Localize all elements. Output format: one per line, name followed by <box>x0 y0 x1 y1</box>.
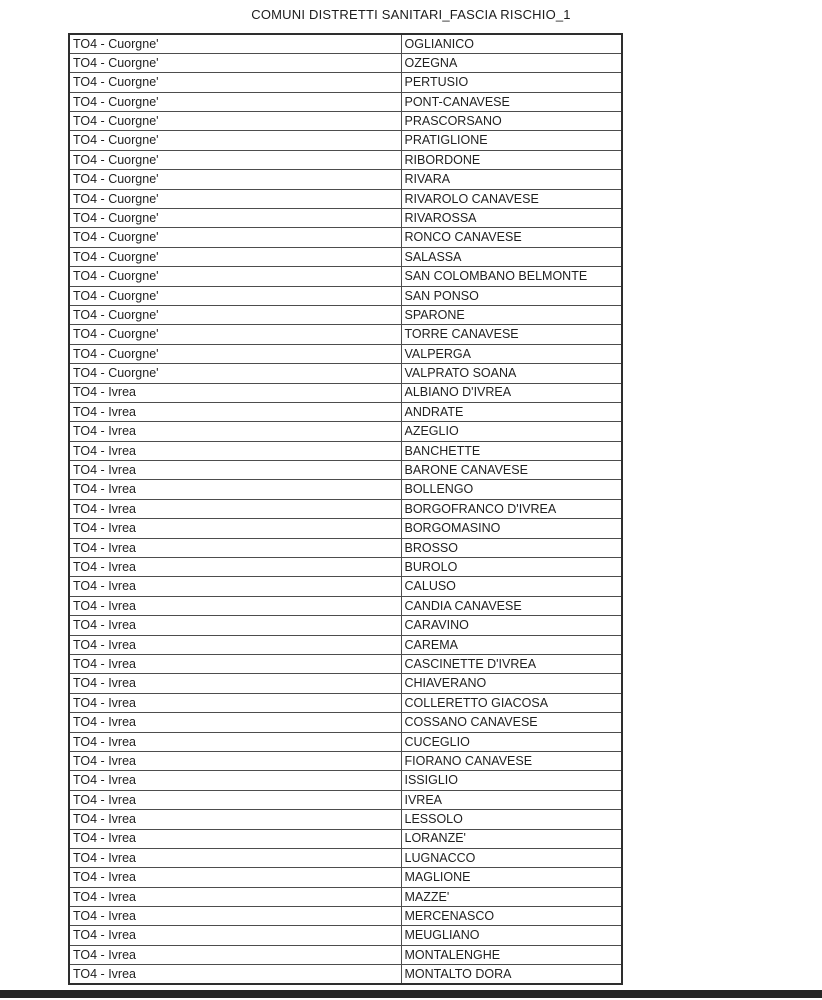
district-cell: TO4 - Cuorgne' <box>69 189 401 208</box>
comune-cell: TORRE CANAVESE <box>401 325 622 344</box>
table-row <box>69 189 622 208</box>
district-cell: TO4 - Ivrea <box>69 441 401 460</box>
table-row <box>69 790 622 809</box>
table-row <box>69 732 622 751</box>
comune-cell: BUROLO <box>401 558 622 577</box>
table-row <box>69 693 622 712</box>
district-cell: TO4 - Cuorgne' <box>69 364 401 383</box>
district-cell: TO4 - Ivrea <box>69 519 401 538</box>
comune-cell: CALUSO <box>401 577 622 596</box>
district-cell: TO4 - Cuorgne' <box>69 53 401 72</box>
table-row <box>69 635 622 654</box>
comune-cell: BORGOMASINO <box>401 519 622 538</box>
comune-cell: RIBORDONE <box>401 150 622 169</box>
district-cell: TO4 - Ivrea <box>69 674 401 693</box>
table-row <box>69 848 622 867</box>
district-cell: TO4 - Ivrea <box>69 771 401 790</box>
district-cell: TO4 - Ivrea <box>69 596 401 615</box>
table-row <box>69 422 622 441</box>
comune-cell: RIVAROSSA <box>401 209 622 228</box>
table-row <box>69 305 622 324</box>
district-cell: TO4 - Ivrea <box>69 402 401 421</box>
district-cell: TO4 - Cuorgne' <box>69 112 401 131</box>
district-cell: TO4 - Ivrea <box>69 538 401 557</box>
comune-cell: RIVARA <box>401 170 622 189</box>
comune-cell: BROSSO <box>401 538 622 557</box>
comune-cell: CARAVINO <box>401 616 622 635</box>
comune-cell: BANCHETTE <box>401 441 622 460</box>
district-cell: TO4 - Cuorgne' <box>69 170 401 189</box>
district-cell: TO4 - Cuorgne' <box>69 150 401 169</box>
district-cell: TO4 - Cuorgne' <box>69 247 401 266</box>
table-row <box>69 364 622 383</box>
comune-cell: OGLIANICO <box>401 34 622 53</box>
comune-cell: BORGOFRANCO D'IVREA <box>401 499 622 518</box>
district-cell: TO4 - Ivrea <box>69 810 401 829</box>
comune-cell: MEUGLIANO <box>401 926 622 945</box>
comuni-table-body <box>69 34 622 984</box>
district-cell: TO4 - Cuorgne' <box>69 286 401 305</box>
table-row <box>69 92 622 111</box>
district-cell: TO4 - Ivrea <box>69 499 401 518</box>
comune-cell: CANDIA CANAVESE <box>401 596 622 615</box>
district-cell: TO4 - Ivrea <box>69 577 401 596</box>
district-cell: TO4 - Cuorgne' <box>69 267 401 286</box>
district-cell: TO4 - Ivrea <box>69 790 401 809</box>
district-cell: TO4 - Ivrea <box>69 655 401 674</box>
district-cell: TO4 - Ivrea <box>69 945 401 964</box>
district-cell: TO4 - Ivrea <box>69 713 401 732</box>
table-row <box>69 810 622 829</box>
comune-cell: PERTUSIO <box>401 73 622 92</box>
comuni-districts-table <box>68 33 623 985</box>
table-row <box>69 383 622 402</box>
table-row <box>69 344 622 363</box>
table-row <box>69 150 622 169</box>
comune-cell: PRATIGLIONE <box>401 131 622 150</box>
table-row <box>69 34 622 53</box>
district-cell: TO4 - Ivrea <box>69 461 401 480</box>
comune-cell: LUGNACCO <box>401 848 622 867</box>
comune-cell: RONCO CANAVESE <box>401 228 622 247</box>
comune-cell: ANDRATE <box>401 402 622 421</box>
district-cell: TO4 - Ivrea <box>69 829 401 848</box>
comune-cell: MONTALENGHE <box>401 945 622 964</box>
comune-cell: VALPERGA <box>401 344 622 363</box>
comune-cell: MAGLIONE <box>401 868 622 887</box>
comune-cell: MAZZE' <box>401 887 622 906</box>
table-row <box>69 112 622 131</box>
district-cell: TO4 - Cuorgne' <box>69 228 401 247</box>
table-row <box>69 655 622 674</box>
district-cell: TO4 - Cuorgne' <box>69 73 401 92</box>
comune-cell: IVREA <box>401 790 622 809</box>
comune-cell: SPARONE <box>401 305 622 324</box>
district-cell: TO4 - Cuorgne' <box>69 92 401 111</box>
comune-cell: VALPRATO SOANA <box>401 364 622 383</box>
table-row <box>69 713 622 732</box>
page-title: COMUNI DISTRETTI SANITARI_FASCIA RISCHIO_1 <box>251 7 571 22</box>
comune-cell: MONTALTO DORA <box>401 965 622 984</box>
table-row <box>69 247 622 266</box>
comune-cell: OZEGNA <box>401 53 622 72</box>
comune-cell: LESSOLO <box>401 810 622 829</box>
district-cell: TO4 - Cuorgne' <box>69 305 401 324</box>
district-cell: TO4 - Ivrea <box>69 383 401 402</box>
table-row <box>69 538 622 557</box>
district-cell: TO4 - Ivrea <box>69 558 401 577</box>
comune-cell: CASCINETTE D'IVREA <box>401 655 622 674</box>
comune-cell: SAN COLOMBANO BELMONTE <box>401 267 622 286</box>
comune-cell: PRASCORSANO <box>401 112 622 131</box>
comune-cell: MERCENASCO <box>401 907 622 926</box>
district-cell: TO4 - Ivrea <box>69 422 401 441</box>
table-row <box>69 596 622 615</box>
comune-cell: COSSANO CANAVESE <box>401 713 622 732</box>
table-row <box>69 325 622 344</box>
district-cell: TO4 - Cuorgne' <box>69 209 401 228</box>
table-row <box>69 228 622 247</box>
table-row <box>69 209 622 228</box>
table-row <box>69 674 622 693</box>
table-row <box>69 887 622 906</box>
table-row <box>69 131 622 150</box>
comune-cell: SAN PONSO <box>401 286 622 305</box>
district-cell: TO4 - Ivrea <box>69 907 401 926</box>
table-row <box>69 751 622 770</box>
comune-cell: CAREMA <box>401 635 622 654</box>
table-row <box>69 577 622 596</box>
table-row <box>69 616 622 635</box>
table-row <box>69 926 622 945</box>
comune-cell: AZEGLIO <box>401 422 622 441</box>
district-cell: TO4 - Ivrea <box>69 965 401 984</box>
comune-cell: CUCEGLIO <box>401 732 622 751</box>
table-row <box>69 558 622 577</box>
table-row <box>69 965 622 984</box>
table-row <box>69 53 622 72</box>
comune-cell: FIORANO CANAVESE <box>401 751 622 770</box>
comune-cell: PONT-CANAVESE <box>401 92 622 111</box>
district-cell: TO4 - Ivrea <box>69 635 401 654</box>
district-cell: TO4 - Ivrea <box>69 887 401 906</box>
comune-cell: ISSIGLIO <box>401 771 622 790</box>
comune-cell: SALASSA <box>401 247 622 266</box>
page-bottom-bar <box>0 990 822 998</box>
district-cell: TO4 - Ivrea <box>69 848 401 867</box>
table-row <box>69 441 622 460</box>
district-cell: TO4 - Ivrea <box>69 732 401 751</box>
district-cell: TO4 - Cuorgne' <box>69 34 401 53</box>
table-row <box>69 499 622 518</box>
table-row <box>69 73 622 92</box>
table-row <box>69 907 622 926</box>
table-row <box>69 170 622 189</box>
district-cell: TO4 - Ivrea <box>69 480 401 499</box>
table-row <box>69 480 622 499</box>
comune-cell: LORANZE' <box>401 829 622 848</box>
table-row <box>69 771 622 790</box>
comune-cell: ALBIANO D'IVREA <box>401 383 622 402</box>
table-row <box>69 868 622 887</box>
district-cell: TO4 - Ivrea <box>69 616 401 635</box>
comune-cell: CHIAVERANO <box>401 674 622 693</box>
comune-cell: BARONE CANAVESE <box>401 461 622 480</box>
table-row <box>69 402 622 421</box>
table-row <box>69 519 622 538</box>
district-cell: TO4 - Ivrea <box>69 751 401 770</box>
comune-cell: RIVAROLO CANAVESE <box>401 189 622 208</box>
table-row <box>69 461 622 480</box>
district-cell: TO4 - Ivrea <box>69 693 401 712</box>
comune-cell: BOLLENGO <box>401 480 622 499</box>
table-row <box>69 286 622 305</box>
district-cell: TO4 - Cuorgne' <box>69 344 401 363</box>
table-row <box>69 829 622 848</box>
district-cell: TO4 - Ivrea <box>69 868 401 887</box>
table-row <box>69 945 622 964</box>
district-cell: TO4 - Cuorgne' <box>69 131 401 150</box>
district-cell: TO4 - Cuorgne' <box>69 325 401 344</box>
comune-cell: COLLERETTO GIACOSA <box>401 693 622 712</box>
district-cell: TO4 - Ivrea <box>69 926 401 945</box>
table-row <box>69 267 622 286</box>
